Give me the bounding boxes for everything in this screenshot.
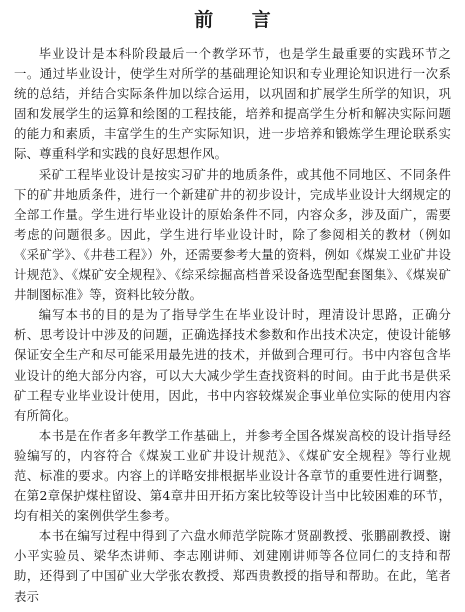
paragraph: 毕业设计是本科阶段最后一个教学环节，也是学生最重要的实践环节之一。通过毕业设计，使学生对所学的基础理论知识和专业理论知识进行一次系统的总结，并结合实际条件加以综合运用，以巩固和扩展学生所学的知识，巩固和发展学生的运算和绘图的工程技能，培养和提高学生分析和解决实际问题的能力和素质，丰富学生的生产实际知识，进一步培养和锻炼学生理论联系实际、尊重科学和实践的良好思想作风。 [14, 46, 451, 162]
paragraph: 编写本书的目的是为了指导学生在毕业设计时，理清设计思路，正确分析、思考设计中涉及的问题，正确选择技术参数和作出技术决定，使设计能够保证安全生产和尽可能采用最先进的技术，并做到合理可行。书中内容包含毕业设计的绝大部分内容，可以大大减少学生查找资料的时间。由于此书是供采矿工程专业毕业设计使用，因此，书中内容较煤炭企事业单位实际的使用内容有所简化。 [14, 307, 451, 423]
page-title: 前 言 [194, 9, 287, 31]
paragraph: 采矿工程毕业设计是按实习矿井的地质条件，或其他不同地区、不同条件下的矿井地质条件，进行一个新建矿井的初步设计，完成毕业设计大纲规定的全部工作量。学生进行毕业设计的原始条件不同，内容众多，涉及面广，需要考虑的问题很多。因此，学生进行毕业设计时，除了参阅相关的教材（例如《采矿学》、《井巷工程》）外，还需要参考大量的资料，例如《煤炭工业矿井设计规范》、《煤矿安全规程》、《综采综掘高档普采设备选型配套图集》、《煤炭矿井制图标准》等，资料比较分散。 [14, 166, 451, 303]
paragraph: 本书在编写过程中得到了六盘水师范学院陈才贤副教授、张鹏副教授、谢小平实验员、梁华杰讲师、李志刚讲师、刘建刚讲师等各位同仁的支持和帮助，还得到了中国矿业大学张农教授、郑西贵教授的指导和帮助。在此，笔者表示 [14, 528, 451, 604]
body-text [14, 44, 451, 607]
paragraph: 本书是在作者多年教学工作基础上，并参考全国各煤炭高校的设计指导经验编写的，内容符合《煤炭工业矿井设计规范》、《煤矿安全规程》等行业规范、标准的要求。内容上的详略安排根据毕业设计各章节的重要性进行调整，在第2章保护煤柱留设、第4章井田开拓方案比较等设计当中比较困难的环节，均有相关的案例供学生参考。 [14, 427, 451, 524]
